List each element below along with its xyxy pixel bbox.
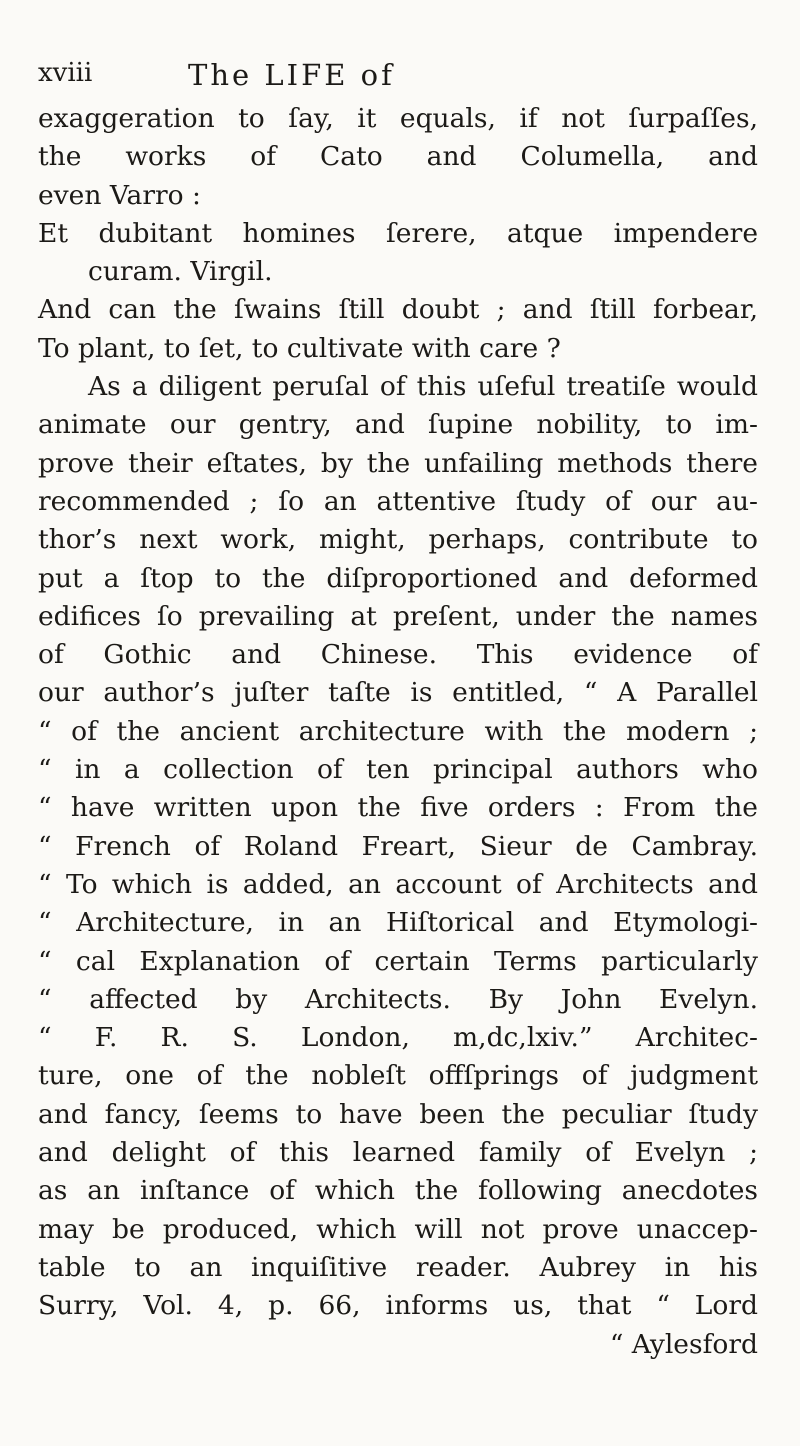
text-line: “ To which is added, an account of Architects and [38, 868, 758, 900]
text-line: Surry, Vol. 4, p. 66, informs us, that “ Lord [38, 1290, 758, 1322]
page-number: xviii [38, 58, 93, 88]
text-line: may be produced, which will not prove unaccep- [38, 1213, 758, 1245]
text-line: as an inſtance of which the following anecdotes [38, 1175, 758, 1207]
page-header [38, 58, 754, 98]
text-line: recommended ; ſo an attentive ſtudy of our au- [38, 485, 758, 517]
text-line: and fancy, ſeems to have been the peculiar ſtudy [38, 1098, 758, 1130]
text-line: “ Architecture, in an Hiſtorical and Etymologi- [38, 907, 758, 939]
text-line: table to an inquiſitive reader. Aubrey in his [38, 1251, 758, 1283]
text-line: “ of the ancient architecture with the modern ; [38, 715, 758, 747]
text-line: To plant, to ſet, to cultivate with care ? [38, 332, 561, 364]
text-line: “ have written upon the five orders : From the [38, 792, 758, 824]
text-line: “ cal Explanation of certain Terms particularly [38, 945, 758, 977]
text-line: animate our gentry, and ſupine nobility, to im- [38, 409, 758, 441]
text-line: As a diligent peruſal of this uſeful treatiſe would [88, 371, 758, 403]
text-line: and delight of this learned family of Evelyn ; [38, 1137, 758, 1169]
text-line: “ French of Roland Freart, Sieur de Cambray. [38, 830, 758, 862]
text-line: And can the ſwains ſtill doubt ; and ſtill forbear, [38, 294, 758, 326]
text-line: prove their eſtates, by the unfailing methods there [38, 447, 758, 479]
text-line: thor’s next work, might, perhaps, contribute to [38, 524, 758, 556]
text-line: exaggeration to ſay, it equals, if not ſurpaſſes, [38, 103, 758, 134]
text-line: put a ſtop to the diſproportioned and deformed [38, 562, 758, 594]
body-text [38, 100, 758, 1364]
text-line: edifices ſo prevailing at preſent, under the names [38, 600, 758, 632]
text-line: our author’s juſter taſte is entitled, “ A Parallel [38, 677, 758, 709]
text-line: “ in a collection of ten principal authors who [38, 754, 758, 786]
text-line: “ F. R. S. London, m,dc,lxiv.” Architec- [38, 1022, 758, 1054]
text-line: even Varro : [38, 179, 201, 211]
text-line: Et dubitant homines ſerere, atque impendere [38, 217, 758, 249]
running-head: The LIFE of [188, 58, 395, 92]
text-line: “ Aylesford [609, 1328, 758, 1360]
text-line: of Gothic and Chinese. This evidence of [38, 639, 758, 671]
text-line: ture, one of the nobleſt offſprings of judgment [38, 1060, 758, 1092]
text-line: “ affected by Architects. By John Evelyn. [38, 983, 758, 1015]
text-line: the works of Cato and Columella, and [38, 141, 758, 173]
text-line: curam. Virgil. [88, 256, 273, 288]
